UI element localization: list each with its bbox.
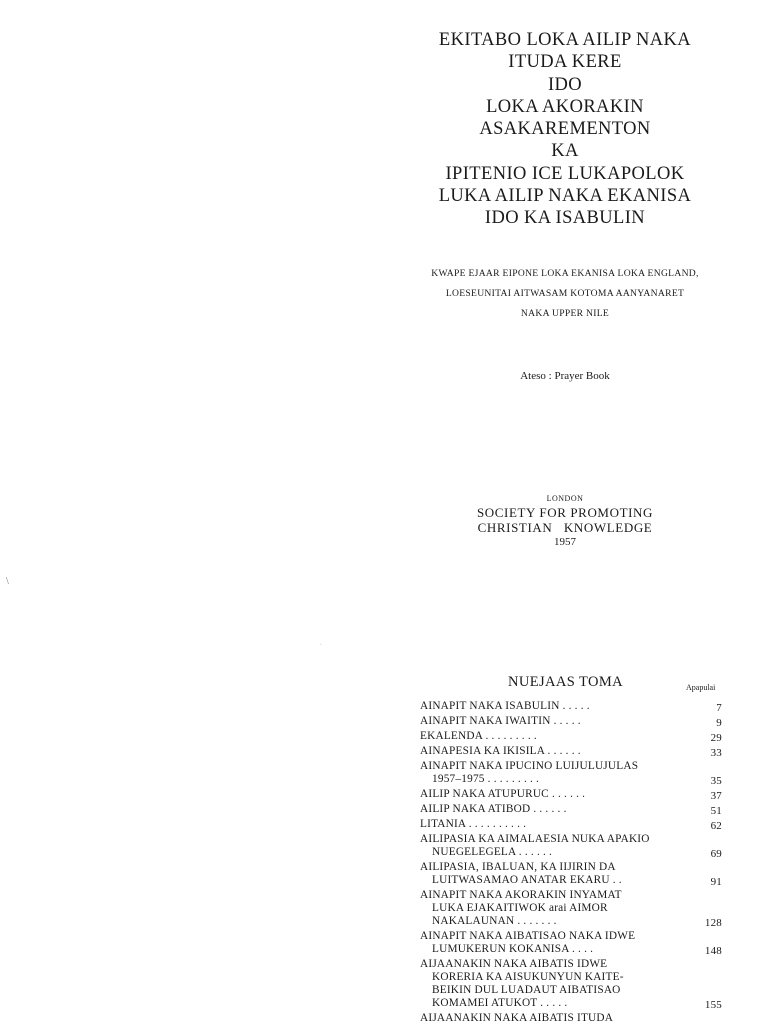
toc-entry-title: LUMUKERUN KOKANISA . . . . [432,943,594,955]
title-line: IDO KA ISABULIN [484,208,646,229]
table-of-contents [420,700,725,1027]
scan-artifact: · [320,642,322,648]
toc-entry-title: AINAPESIA KA IKISILA . . . . . . [420,745,581,757]
toc-entry-page: 29 [710,732,722,744]
subtitle-line: NAKA UPPER NILE [520,308,610,319]
toc-entry-title: AILIP NAKA ATUPURUC . . . . . . [420,788,586,800]
toc-entry-page: 155 [704,999,722,1011]
toc-heading: NUEJAAS TOMA [508,674,624,690]
toc-entry-title: AINAPIT NAKA AKORAKIN INYAMAT [420,889,622,901]
toc-entry-page: 69 [710,848,722,860]
toc-entry-title: AIJAANAKIN NAKA AIBATIS IDWE [420,958,608,970]
toc-entry [420,745,725,758]
toc-entry-title: 1957–1975 . . . . . . . . . [432,773,540,785]
toc-entry-title: EKALENDA . . . . . . . . . [420,730,537,742]
toc-entry-title: KOMAMEI ATUKOT . . . . . [432,997,568,1009]
toc-pages-label: Apapulai [686,683,716,692]
title-line: ITUDA KERE [508,52,622,73]
book-title [400,29,730,230]
title-line: KA [551,141,579,162]
toc-entry-title: BEIKIN DUL LUADAUT AIBATISAO [432,984,621,996]
toc-entry [420,833,725,859]
title-line: IDO [547,74,583,95]
toc-entry-title: AINAPIT NAKA AIBATISAO NAKA IDWE [420,930,636,942]
toc-entry [420,930,725,956]
toc-entry [420,889,725,928]
publisher-name-line: SOCIETY FOR PROMOTING [476,505,654,520]
toc-entry-page: 148 [704,945,722,957]
book-subtitle [400,264,730,324]
toc-entry [420,730,725,743]
toc-entry-page: 9 [716,717,722,729]
toc-entry [420,788,725,801]
title-line: LUKA AILIP NAKA EKANISA [438,186,692,207]
toc-entry [420,958,725,1010]
publisher-city: LONDON [546,494,584,503]
toc-entry-title: KORERIA KA AISUKUNYUN KAITE- [432,971,624,983]
toc-entry [420,818,725,831]
toc-entry-page: 62 [710,820,722,832]
toc-entry-title: NUEGELEGELA . . . . . . [432,846,553,858]
title-line: EKITABO LOKA AILIP NAKA [438,30,692,50]
toc-entry-title: AINAPIT NAKA ISABULIN . . . . . [420,700,590,712]
toc-entry-title: NAKALAUNAN . . . . . . . [432,915,557,927]
toc-entry-title: AILIPASIA, IBALUAN, KA IIJIRIN DA [420,861,616,873]
toc-entry [420,760,725,786]
toc-entry-page: 51 [710,805,722,817]
publisher-name-line: CHRISTIAN KNOWLEDGE [477,520,653,535]
toc-entry-page: 128 [704,917,722,929]
toc-entry-page: 33 [710,747,722,759]
toc-entry-title: LUKA EJAKAITIWOK arai AIMOR [432,902,608,914]
language-note: Ateso : Prayer Book [520,370,610,382]
title-line: IPITENIO ICE LUKAPOLOK [445,163,685,184]
toc-entry-title: AILIP NAKA ATIBOD . . . . . . [420,803,567,815]
toc-entry-title: AILIPASIA KA AIMALAESIA NUKA APAKIO [420,833,650,845]
title-line: LOKA AKORAKIN [486,96,644,117]
toc-entry-title: AINAPIT NAKA IWAITIN . . . . . [420,715,581,727]
subtitle-line: LOESEUNITAI AITWASAM KOTOMA AANYANARET [445,288,685,299]
title-line: ASAKAREMENTON [479,119,651,140]
toc-entry [420,700,725,713]
toc-entry-title: AINAPIT NAKA IPUCINO LUIJULUJULAS [420,760,639,772]
toc-entry-page: 91 [710,876,722,888]
toc-entry-page: 35 [710,775,722,787]
toc-entry [420,861,725,887]
scan-artifact: \ [6,576,9,587]
subtitle-line: KWAPE EJAAR EIPONE LOKA EKANISA LOKA ENGLAND, [431,268,699,279]
toc-entry [420,803,725,816]
toc-entry [420,715,725,728]
publication-year: 1957 [554,536,576,548]
publisher-block [400,493,730,549]
toc-entry-title: LUITWASAMAO ANATAR EKARU . . [432,874,622,886]
toc-entry-title: LITANIA . . . . . . . . . . [420,818,527,830]
toc-entry-page: 7 [716,702,722,714]
toc-entry-title: AIJAANAKIN NAKA AIBATIS ITUDA [420,1012,614,1024]
toc-entry [420,1012,725,1025]
toc-entry-page: 37 [710,790,722,802]
